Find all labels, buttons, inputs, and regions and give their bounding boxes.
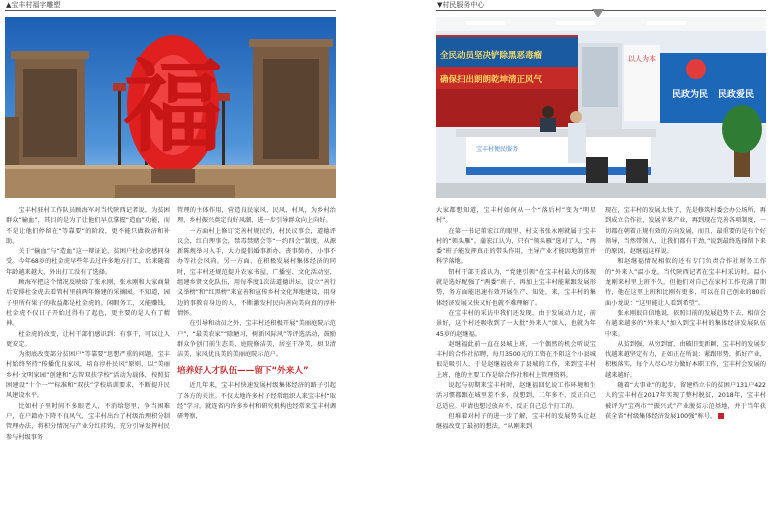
paragraph: 现在，宝丰村的发展太快了，先是修筑村委会办公场所，再到成立合作社，发展苹果产业，再到现在完善各项制度，一切都在朝着正规有效的方向发展，而且，最重要的是有个好领导，当然带领人，让我们都有干劲。”说到最终选择留下来的原因，赵继福这样说。: [605, 207, 766, 256]
paragraph: 大家都想知道，宝丰村如何从一个“落后村”变为“明星村”。: [436, 207, 596, 225]
paragraph: 一方面村上修订完善村规民约，村民议事会，道德评议会，红白理事会，禁毒禁赌会等“一约四会”制度，从源新陈规举习入手，大力提倡婚事新办，丧事简办，小事不办等社会风尚。另一方面，在积极发展村集体经济的同时，宝丰村还规范提升农家书屋，广播室、文化活动室，组建乡贤文化队伍，用每季度1次法道德讲坛，设立“善行义举榜”和“红黑榜”来宣善和宣传乡村文化拜地建设，用身边的事教育身边的人，不断激发村民向善向美向真的淳朴情怀。: [177, 227, 336, 317]
vertical-sign: 以人为本: [628, 55, 656, 63]
section-heading: 培养好人才队伍——留下“外来人”: [177, 366, 309, 377]
service-center-photo: [436, 17, 766, 198]
paragraph: 近几年来，宝丰村快速发展村级集体经济的路子引起了各方的关注。不仅太地许多村子经常组织人来宝丰村“取经”学习，就连省内许多乡村和研究机构也经常来宝丰村调研考察，: [177, 382, 336, 421]
header-rule-left: [5, 10, 336, 11]
article-column-3: [436, 206, 596, 524]
paragraph: 比如村子里时间不多眼老人，不消给您里，争当困难户，在户籍办下降不良风气，宝丰村出台了村级治理积分制管理办法，将积分情况与产业分红挂钩，充分引导发挥村民参与村级事务: [6, 402, 170, 441]
paragraph: 杜金虎的改变，让村干部们感识到：有事干，可以让人更安定。: [6, 330, 170, 348]
article-column-4: [605, 206, 766, 524]
paragraph: [605, 381, 766, 422]
paragraph: 在宝丰村的采访中我们还发现，由于发展动力足，前景好，这个村还吸收到了一大批“外来人”加入，也就为年45岁的赵继福。: [436, 309, 596, 338]
paragraph: 宝丰村驻村工作队员顾海军对当代陕西记者说，为贫困群众“输血”，其目的是为了让他们早点掌握“造血”功能，而不是让他们停留在“等靠要”的阶段，更不能只做救济和补助。: [6, 207, 170, 245]
paragraph: 赵继福此前一直在县城上班，一个偶然的机会听说宝丰村的合作社招聘，每月3500元的工资在不阻这个小县城很是吸引人，于是赵继福放弃了县城的工作，来到宝丰村上班，他的主要工作是给合作社和村上管理资料。: [436, 340, 596, 379]
article-column-2: [177, 206, 336, 524]
paragraph-text: 随着“大事业”的起步，留建档立卡的贫困户131户422人的宝丰村在2017年实现了整村脱贫，2018年，宝丰村被评为“宝鸡市”“振兴式”产业脱贫示范基地，并于当年获获全省“村级集体经济发展100强”称号。: [605, 382, 766, 420]
paragraph: 张永刚很自信地说，依照目前的发展趋势下去，相信会有越来越多的“外来人”加入到宝丰村的集体经济发展队伍中来。: [605, 309, 766, 338]
paragraph: 为彻底改变部分贫困户“等靠要”思想严重的问题，宝丰村始终坚持“传播优良家风，培育淳朴民风”原则，以“美丽乡村·文明家园”创建和“志智双扶学校”活动为载体，按照贫困建设“十个一”“标准和“双扶”学校培训要求，不断提升民风建设水平。: [6, 351, 170, 400]
paragraph: 关于“输血”与“造血”这一辩证论，贫困户杜金虎感同身受。今年68岁的杜金虎早些年去过许多地方打工，后来随着年龄越来越大，外出打工没有了选择。: [6, 248, 170, 276]
sign-left: 民政为民: [672, 90, 709, 100]
banner-line-2: 确保扫出朗朗乾坤清正风气: [440, 75, 543, 85]
paragraph: 钮村干部王波认为，“党建引领”在宝丰村最大的体现就是选好配强了“两委”班子，再加上宝丰村能紧跟发展形势，务方面能迅速有效开展生产、知处，来，宝丰村的集体经济发展又快又好也就不难理解了。: [436, 268, 596, 307]
paragraph: 但堆着对村子的进一步了解，宝丰村的发展势头让赵继福改变了最初的想法。“从刚来到: [436, 412, 596, 431]
paragraph: 顾海军把这个情况反映给了张永刚，张永刚和大家商量后安排杜金虎去看管村里前两年修建的采摘园。不知道，园子里所有果子的收益都是杜金虎的。闲暇务工，又能赚钱，杜金虎不仅日子开始过得有了起色，更主要的是人有了精神。: [6, 279, 170, 328]
paragraph: 说起与初期来宝丰村时，赵继福回忆说工作环境和生活习惯都跟在城里差不多，没想到，二年多不，反正自己总适应。申请也想过放弃不，反正自己总个打工的。: [436, 382, 596, 410]
article-column-1: [6, 206, 170, 524]
counter-label: 宝丰村便民服务: [476, 146, 519, 153]
triangle-down-icon: ▼: [437, 1, 443, 9]
fu-character: 福: [123, 48, 223, 166]
left-caption-text: 宝丰村福字雕塑: [11, 1, 61, 9]
left-photo-caption: [6, 0, 60, 10]
banner-line-1: 全民动员坚决铲除黑恶毒瘤: [440, 51, 543, 61]
fu-sculpture-photo: [5, 17, 336, 198]
paragraph: 管理的主体作用，营造良民家风，民风，村风，为乡村治理，乡村振兴奠定良好风潮，进一步引导群众向上向好。: [177, 207, 336, 225]
paragraph: 在第一书记董宏江的眼里，村支书张永刚就属于宝丰村的“领头雁”。蒲宏江认为，只有“领头雁”选对了人，“两委”班子能发挥真正的带头作用，主导产业才能因地制宜并科学落地。: [436, 227, 596, 266]
right-photo-caption: [437, 0, 484, 10]
end-mark-icon: [718, 413, 724, 419]
paragraph: 和赵继福情况相似的还有专门负责合作社财务工作的“外来人”温小龙。当代陕西记者在宝丰村采访时，温小龙刚来村里上班不久，但他们对自己在家村工作充满了期待，他在这里上班和比刚有更多，可以在自己创业的80后面小龙说：“这里能让人看到希望”。: [605, 258, 766, 307]
paragraph: 在引导和动员之外，宝丰村还积极开展“美丽庭院示范户”，“最美农家”“除陋习，树新风际风”等评选活动，鼓励群众争创门前生态美，庭院修洁美，居室干净美，厨卫清洁美，家风优良美的美丽庭院示范户。: [177, 320, 336, 359]
service-center-scene: [436, 17, 766, 198]
right-caption-text: 村民服务中心: [442, 1, 485, 9]
paragraph: 从贫到强，从穷到富，由破旧变新颖，宝丰村的发展步伐越来越坚定有力，正如正在所说：紧跟形势，抓好产业，积极落实，每个人尽心尽力做好本职工作，宝丰村会发展的越来越好。: [605, 340, 766, 379]
sculpture-scene: [5, 17, 336, 198]
triangle-up-icon: ▲: [6, 1, 12, 9]
sign-right: 民政爱民: [718, 90, 755, 100]
